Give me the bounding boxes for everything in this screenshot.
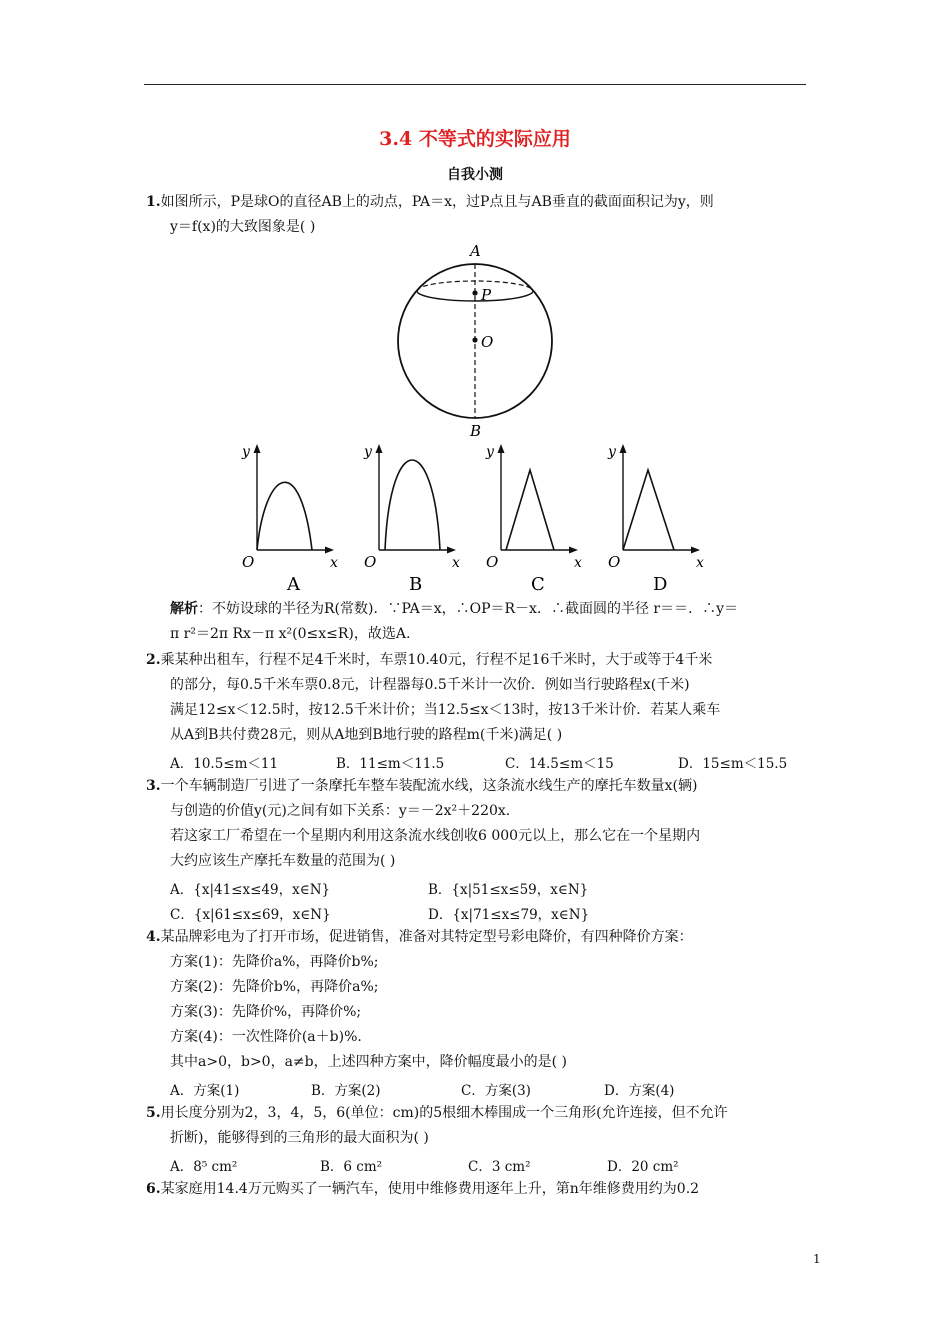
svg-text:y: y — [608, 444, 616, 460]
q3-option-a: A．{x|41≤x≤49，x∈N} — [170, 882, 331, 898]
point-p — [472, 290, 477, 295]
q3-option-c: C．{x|61≤x≤69，x∈N} — [170, 907, 331, 923]
header-rule — [144, 84, 806, 85]
q2-line4: 从A到B共付费28元，则从A地到B地行驶的路程m(千米)满足( ) — [170, 727, 563, 743]
q2-number: 2. — [146, 652, 161, 668]
q5-option-d: D．20 cm² — [607, 1159, 679, 1175]
q4-option-b: B．方案(2) — [311, 1083, 381, 1099]
q4-plan-2: 方案(2)：先降价b%，再降价a%; — [170, 979, 379, 995]
q5-option-c: C．3 cm² — [468, 1159, 531, 1175]
q2-line3: 满足12≤x＜12.5时，按12.5千米计价；当12.5≤x＜13时，按13千米计价．若某人乘车 — [170, 702, 721, 718]
q4-option-c: C．方案(3) — [461, 1083, 531, 1099]
graph-d — [607, 444, 704, 595]
q4-plan-4: 方案(4)：一次性降价(a＋b)%. — [170, 1029, 362, 1045]
q4-option-d: D．方案(4) — [604, 1083, 675, 1099]
q2-option-d: D．15≤m＜15.5 — [678, 756, 788, 772]
q1-line1 — [146, 193, 714, 211]
q3-line2: 与创造的价值y(元)之间有如下关系：y＝－2x²＋220x. — [170, 803, 511, 819]
q1-number: 1. — [146, 194, 161, 210]
label-o: O — [481, 333, 494, 351]
analysis-label: 解析 — [170, 601, 198, 617]
q4-option-a: A．方案(1) — [170, 1083, 240, 1099]
label-b: B — [470, 422, 482, 440]
svg-text:y: y — [242, 444, 250, 460]
q2-line1: 2.乘某种出租车，行程不足4千米时，车票10.40元，行程不足16千米时，大于或等于4千米 — [146, 652, 713, 668]
q1-analysis-line2: π r²＝2π Rx－π x²(0≤x≤R)，故选A. — [170, 626, 411, 642]
page-title: 3.4 不等式的实际应用 — [379, 128, 571, 150]
q3-line4: 大约应该生产摩托车数量的范围为( ) — [170, 853, 396, 869]
q5-option-b: B．6 cm² — [320, 1159, 383, 1175]
section-subtitle: 自我小测 — [447, 167, 503, 183]
svg-text:O: O — [608, 553, 621, 571]
q2-option-a: A．10.5≤m＜11 — [170, 756, 279, 772]
svg-text:x: x — [696, 555, 704, 571]
curve-b — [385, 460, 440, 550]
q5-line2: 折断)，能够得到的三角形的最大面积为( ) — [170, 1130, 429, 1146]
q2-line2: 的部分，每0.5千米车票0.8元，计程器每0.5千米计一次价．例如当行驶路程x(千米) — [170, 677, 690, 693]
q5-number: 5. — [146, 1105, 161, 1121]
svg-text:x: x — [574, 555, 582, 571]
analysis-text-1: ：不妨设球的半径为R(常数)．∵PA＝x，∴OP＝R－x．∴截面圆的半径 r＝＝．∴y＝ — [198, 601, 738, 617]
point-o — [472, 337, 477, 342]
svg-text:O: O — [364, 553, 377, 571]
q3-option-b: B．{x|51≤x≤59，x∈N} — [428, 882, 589, 898]
page-number: 1 — [813, 1252, 821, 1266]
svg-text:O: O — [242, 553, 255, 571]
q1-analysis-line1 — [170, 600, 738, 618]
q4-plan-1: 方案(1)：先降价a%，再降价b%; — [170, 954, 379, 970]
q3-line3: 若这家工厂希望在一个星期内利用这条流水线创收6 000元以上，那么它在一个星期内 — [170, 828, 701, 844]
q4-plan-3: 方案(3)：先降价%，再降价%; — [170, 1004, 362, 1020]
q3-line1: 3.一个车辆制造厂引进了一条摩托车整车装配流水线，这条流水线生产的摩托车数量x(辆) — [146, 778, 698, 794]
graph-a-label: A — [287, 574, 300, 595]
svg-text:x: x — [330, 555, 338, 571]
curve-d — [623, 470, 674, 550]
graph-d-label: D — [653, 574, 668, 595]
svg-text:y: y — [486, 444, 494, 460]
q2-option-b: B．11≤m＜11.5 — [336, 756, 445, 772]
svg-text:y: y — [364, 444, 372, 460]
label-a: A — [470, 242, 481, 260]
graph-a — [241, 444, 338, 595]
q3-number: 3. — [146, 778, 161, 794]
svg-text:x: x — [452, 555, 460, 571]
graph-b — [363, 444, 460, 595]
q3-option-d: D．{x|71≤x≤79，x∈N} — [428, 907, 590, 923]
q5-option-a: A．8⁵ cm² — [170, 1159, 238, 1175]
q1-line2: y＝f(x)的大致图象是( ) — [170, 219, 316, 235]
q2-option-c: C．14.5≤m＜15 — [505, 756, 614, 772]
q4-number: 4. — [146, 929, 161, 945]
curve-c — [506, 470, 554, 550]
graph-c — [485, 444, 582, 595]
answer-graphs — [230, 440, 720, 595]
q4-line1: 4.某品牌彩电为了打开市场，促进销售，准备对其特定型号彩电降价，有四种降价方案： — [146, 929, 693, 945]
sphere-figure — [390, 236, 560, 441]
graph-c-label: C — [531, 574, 545, 595]
curve-a — [257, 482, 312, 550]
q1-text-1: 如图所示，P是球O的直径AB上的动点，PA＝x，过P点且与AB垂直的截面面积记为y，则 — [160, 194, 714, 210]
q5-line1: 5.用长度分别为2，3，4，5，6(单位：cm)的5根细木棒围成一个三角形(允许连接，但不允许 — [146, 1105, 728, 1121]
graph-b-label: B — [409, 574, 423, 595]
svg-text:O: O — [486, 553, 499, 571]
q6-number: 6. — [146, 1181, 161, 1197]
q4-line6: 其中a>0，b>0，a≠b，上述四种方案中，降价幅度最小的是( ) — [170, 1054, 567, 1070]
q6-line1: 6.某家庭用14.4万元购买了一辆汽车，使用中维修费用逐年上升，第n年维修费用约为0.2 — [146, 1181, 700, 1197]
label-p: P — [481, 286, 492, 304]
